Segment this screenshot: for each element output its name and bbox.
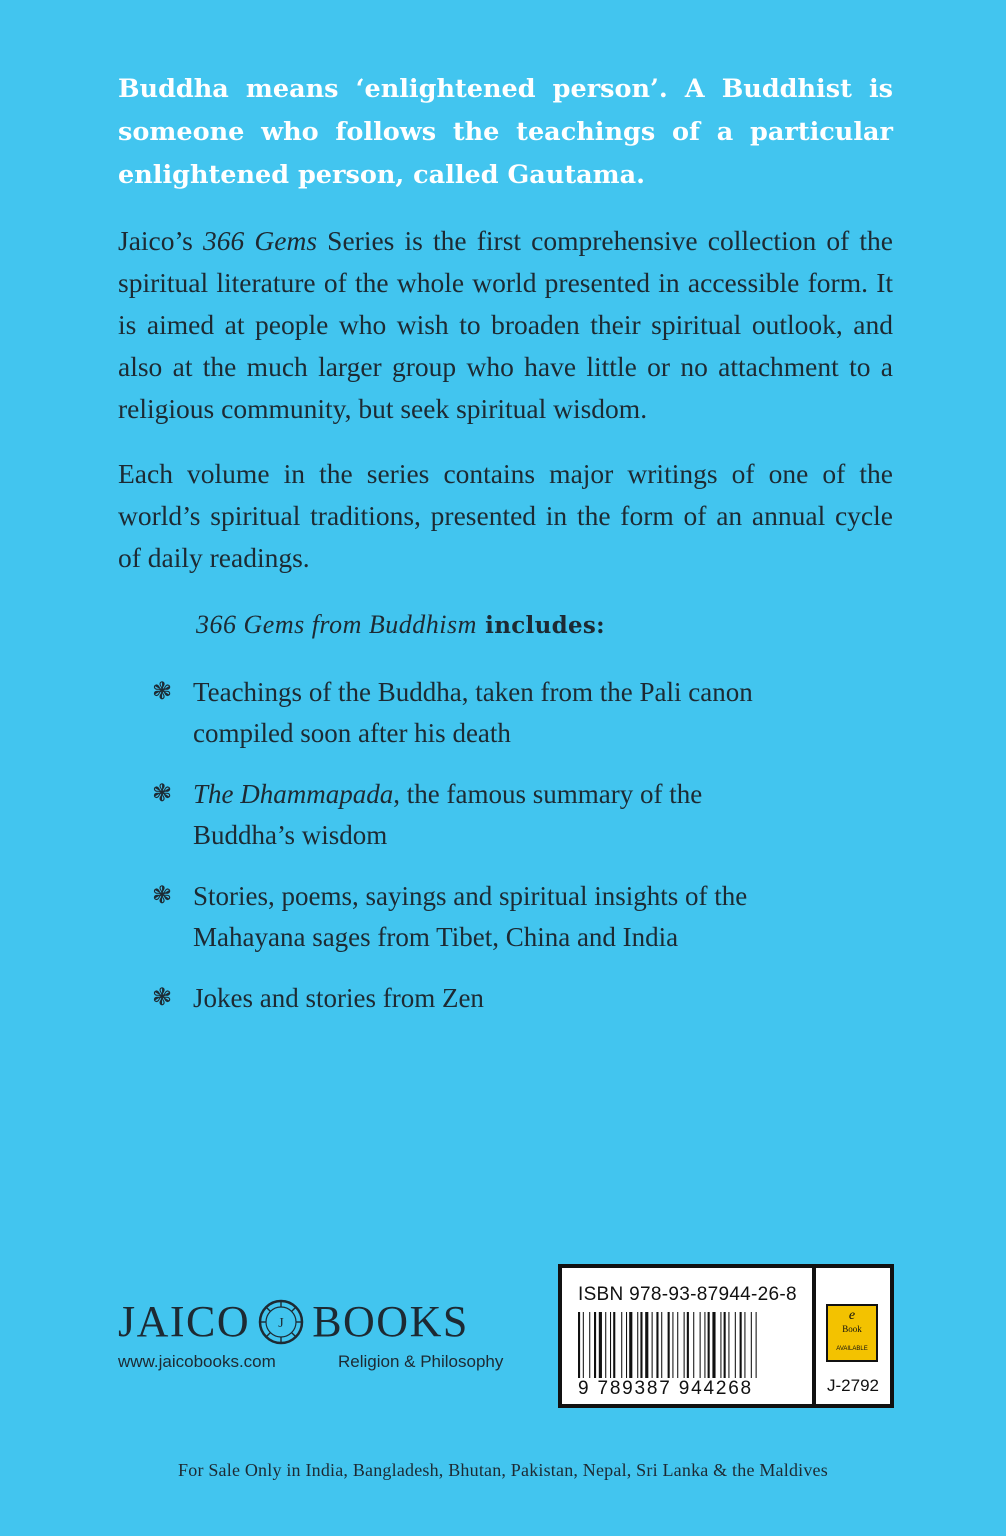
barcode-side-panel [816,1268,890,1404]
ornament-bullet-icon: ❃ [152,985,173,1011]
product-code: J-2792 [827,1376,879,1395]
series-prefix: Jaico’s [118,225,203,256]
list-item-rest: , the famous summary of the Buddha’s wisdom [193,779,703,850]
barcode-area [562,1268,812,1404]
sale-notice: For Sale Only in India, Bangladesh, Bhutan, Pakistan, Nepal, Sri Lanka & the Maldives [178,1460,828,1480]
book-title: 366 Gems from Buddhism [196,610,477,639]
contents-list [152,672,772,1039]
ornament-bullet-icon: ❃ [152,679,173,705]
dhammapada-title: The Dhammapada [193,779,394,809]
intro-paragraph: Buddha means ‘enlightened person’. A Buddhist is someone who follows the teachings of a particular enlightened person, called Gautama. [118,74,893,190]
series-paragraph [118,220,893,430]
logo-word-right: BOOKS [312,1297,469,1346]
barcode-bars [578,1312,800,1378]
list-item-text: Jokes and stories from Zen [193,983,484,1013]
jaico-emblem-icon [258,1299,304,1345]
logo-word-left: JAICO [118,1297,251,1346]
series-title: 366 Gems [203,225,318,256]
list-item [152,672,772,754]
publisher-logo [118,1297,469,1347]
book-category: Religion & Philosophy [338,1352,504,1371]
barcode-panel [558,1264,894,1408]
isbn-label: ISBN 978-93-87944-26-8 [578,1284,797,1305]
list-item-text [193,774,772,856]
includes-label: includes: [476,612,605,639]
list-item [152,978,772,1019]
barcode-digits: 9 789387 944268 [578,1378,753,1399]
list-item-text: Stories, poems, sayings and spiritual insights of the Mahayana sages from Tibet, China and India [193,881,748,952]
ornament-bullet-icon: ❃ [152,781,173,807]
publisher-website[interactable]: www.jaicobooks.com [118,1352,276,1371]
ebook-e: e [848,1308,856,1323]
volume-paragraph: Each volume in the series contains major writings of one of the world’s spiritual traditions, presented in the form of an annual cycle of daily readings. [118,458,893,573]
list-item [152,876,772,958]
ebook-available-icon [826,1304,878,1362]
ornament-bullet-icon: ❃ [152,883,173,909]
list-item [152,774,772,856]
series-description: Series is the first comprehensive collection of the spiritual literature of the whole world presented in accessible form. It is aimed at people who wish to broaden their spiritual outlook, and also at the much larger group who have little or no attachment to a religious community, but seek spiritual wisdom. [118,225,893,424]
list-item-text: Teachings of the Buddha, taken from the Pali canon compiled soon after his death [193,677,753,748]
ebook-book: Book [842,1324,862,1334]
includes-heading [196,610,605,640]
ebook-available: AVAILABLE [836,1346,868,1352]
emblem-letter: J [278,1316,284,1331]
